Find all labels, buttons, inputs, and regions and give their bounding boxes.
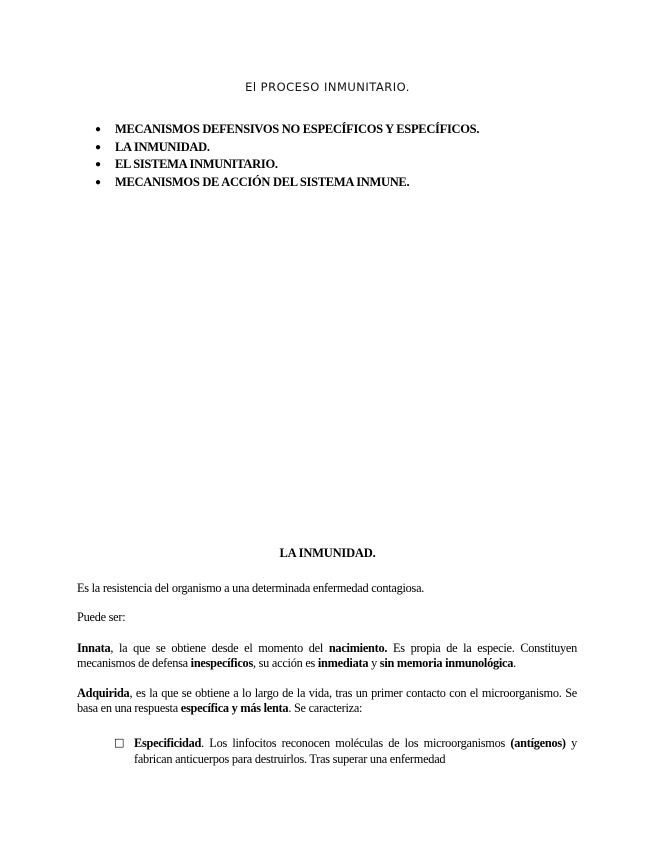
- topic-item: [95, 174, 479, 192]
- topic-label: LA INMUNIDAD.: [115, 139, 210, 154]
- term-innate: Innata: [77, 641, 111, 655]
- section-heading: LA INMUNIDAD.: [279, 546, 376, 560]
- topic-label: MECANISMOS DEFENSIVOS NO ESPECÍFICOS Y ESPECÍFICOS.: [115, 122, 480, 136]
- bullet-icon: ●: [95, 141, 101, 153]
- topic-label: EL SISTEMA INMUNITARIO.: [115, 157, 278, 171]
- bullet-icon: ●: [95, 124, 101, 135]
- topic-item: [95, 121, 479, 139]
- topic-label: MECANISMOS DE ACCIÓN DEL SISTEMA INMUNE.: [115, 174, 410, 189]
- paragraph-definition: Es la resistencia del organismo a una determinada enfermedad contagiosa.: [77, 581, 425, 595]
- topics-list: [95, 121, 479, 191]
- term-acquired: Adquirida: [77, 686, 130, 700]
- paragraph-types-intro: Puede ser:: [77, 610, 126, 624]
- list-item-text: Especificidad. Los linfocitos reconocen moléculas de los microorganismos (antígenos) y fabrican anticuerpos para destruirlos. Tras superar una enfermedad: [134, 736, 577, 766]
- checkbox-square-icon: □: [114, 736, 125, 749]
- topic-item: [95, 156, 479, 174]
- document-title: El PROCESO INMUNITARIO.: [245, 80, 410, 94]
- paragraph-acquired: Adquirida, es la que se obtiene a lo largo de la vida, tras un primer contacto con el microorganismo. Se basa en una respuesta específica y más lenta. Se caracteriza:: [77, 686, 577, 715]
- topic-item: [95, 139, 479, 157]
- list-item-specificity: [114, 735, 577, 767]
- bullet-icon: ●: [95, 159, 101, 170]
- paragraph-innate: Innata, la que se obtiene desde el momento del nacimiento. Es propia de la especie. Constituyen mecanismos de defensa inespecíficos, su acción es inmediata y sin memoria inmunológica.: [77, 641, 577, 670]
- bullet-icon: ●: [95, 176, 101, 188]
